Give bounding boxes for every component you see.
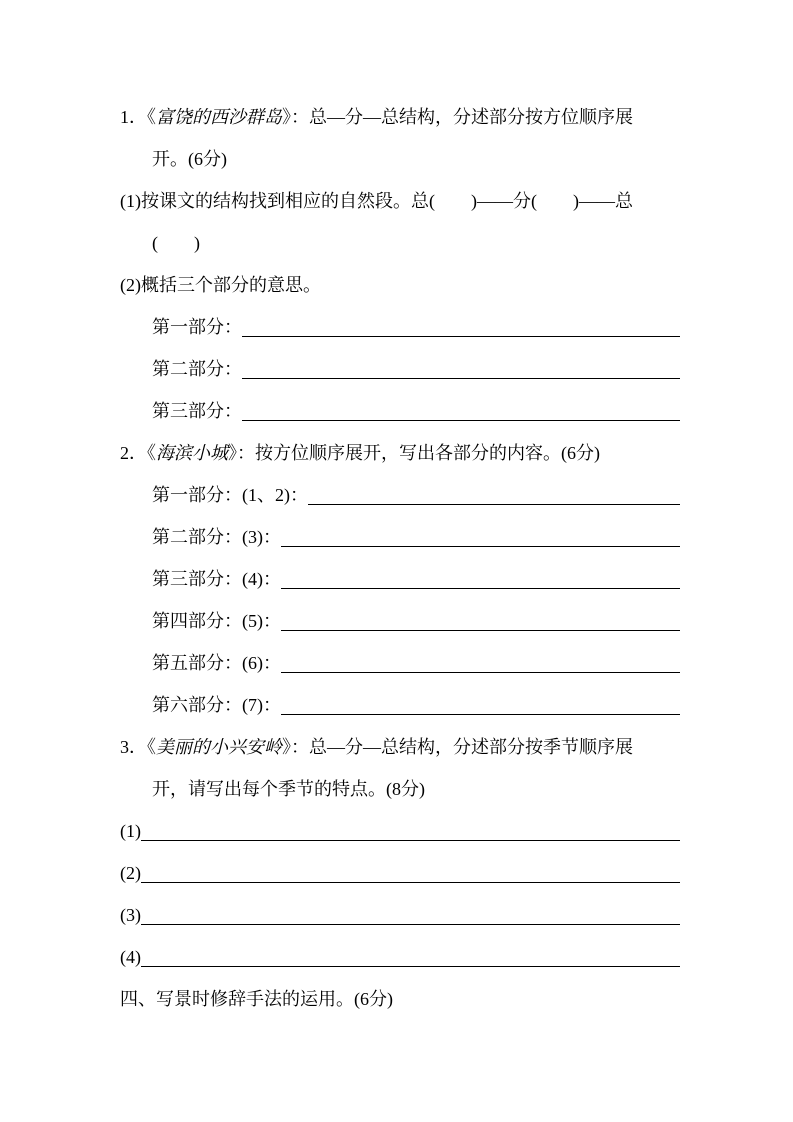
q2-part-5-row	[120, 642, 680, 684]
q3-number: 3．《	[120, 737, 156, 757]
q1-book-title: 富饶的西沙群岛	[156, 107, 282, 127]
q3-blank-1-line	[141, 810, 680, 841]
q1-part-3-label: 第三部分：	[152, 401, 242, 421]
section4-heading-text: 四、写景时修辞手法的运用。(6分)	[120, 989, 393, 1009]
q2-part-2-blank-line	[281, 516, 680, 547]
q3-blank-3-label: (3)	[120, 905, 141, 925]
q2-part-4-blank-line	[281, 600, 680, 631]
q2-part-1-label: 第一部分：(1、2)：	[152, 485, 308, 505]
q3-blank-2-row	[120, 852, 680, 894]
q3-blank-1-label: (1)	[120, 821, 141, 841]
q2-part-5-label: 第五部分：(6)：	[152, 653, 281, 673]
q1-subitem-2-text: (2)概括三个部分的意思。	[120, 275, 321, 295]
q1-part-2-row	[120, 348, 680, 390]
q3-heading-line1	[120, 726, 680, 768]
q1-subitem-1-text: (1)按课文的结构找到相应的自然段。总( )——分( )——总	[120, 191, 633, 211]
q1-part-1-row	[120, 306, 680, 348]
q2-part-2-label: 第二部分：(3)：	[152, 527, 281, 547]
q1-subitem-1-cont-text: ( )	[152, 233, 200, 253]
q2-part-5-blank-line	[281, 642, 680, 673]
q3-blank-4-row	[120, 936, 680, 978]
q2-part-3-row	[120, 558, 680, 600]
q2-part-4-row	[120, 600, 680, 642]
q2-part-6-label: 第六部分：(7)：	[152, 695, 281, 715]
q1-number: 1．《	[120, 107, 156, 127]
q1-subitem-1	[120, 180, 680, 222]
q3-book-title: 美丽的小兴安岭	[156, 737, 282, 757]
section4-heading	[120, 978, 680, 1020]
q2-book-title: 海滨小城	[156, 443, 228, 463]
q1-subitem-1-continuation	[120, 222, 680, 264]
q3-blank-3-line	[141, 894, 680, 925]
q1-heading-continuation: 开。(6分)	[152, 149, 227, 169]
q2-number: 2．《	[120, 443, 156, 463]
q1-part-1-label: 第一部分：	[152, 317, 242, 337]
q1-subitem-2	[120, 264, 680, 306]
q1-part-2-label: 第二部分：	[152, 359, 242, 379]
q2-part-3-label: 第三部分：(4)：	[152, 569, 281, 589]
q1-heading-line1	[120, 96, 680, 138]
q3-blank-4-line	[141, 936, 680, 967]
q3-heading-continuation: 开，请写出每个季节的特点。(8分)	[152, 779, 425, 799]
q2-part-1-row	[120, 474, 680, 516]
q2-heading	[120, 432, 680, 474]
q2-part-6-blank-line	[281, 684, 680, 715]
q3-blank-3-row	[120, 894, 680, 936]
q2-part-6-row	[120, 684, 680, 726]
q3-heading-line2	[120, 768, 680, 810]
q1-part-3-row	[120, 390, 680, 432]
q3-blank-2-label: (2)	[120, 863, 141, 883]
q1-part-3-blank-line	[242, 390, 680, 421]
q1-heading-line2	[120, 138, 680, 180]
q3-blank-2-line	[141, 852, 680, 883]
q3-blank-4-label: (4)	[120, 947, 141, 967]
q2-part-4-label: 第四部分：(5)：	[152, 611, 281, 631]
q2-part-2-row	[120, 516, 680, 558]
q2-heading-rest: 》：按方位顺序展开，写出各部分的内容。(6分)	[228, 443, 600, 463]
q1-part-2-blank-line	[242, 348, 680, 379]
q3-heading-rest: 》：总—分—总结构，分述部分按季节顺序展	[282, 737, 633, 757]
q2-part-3-blank-line	[281, 558, 680, 589]
q1-part-1-blank-line	[242, 306, 680, 337]
q2-part-1-blank-line	[308, 474, 680, 505]
q3-blank-1-row	[120, 810, 680, 852]
q1-heading-rest: 》：总—分—总结构，分述部分按方位顺序展	[282, 107, 633, 127]
